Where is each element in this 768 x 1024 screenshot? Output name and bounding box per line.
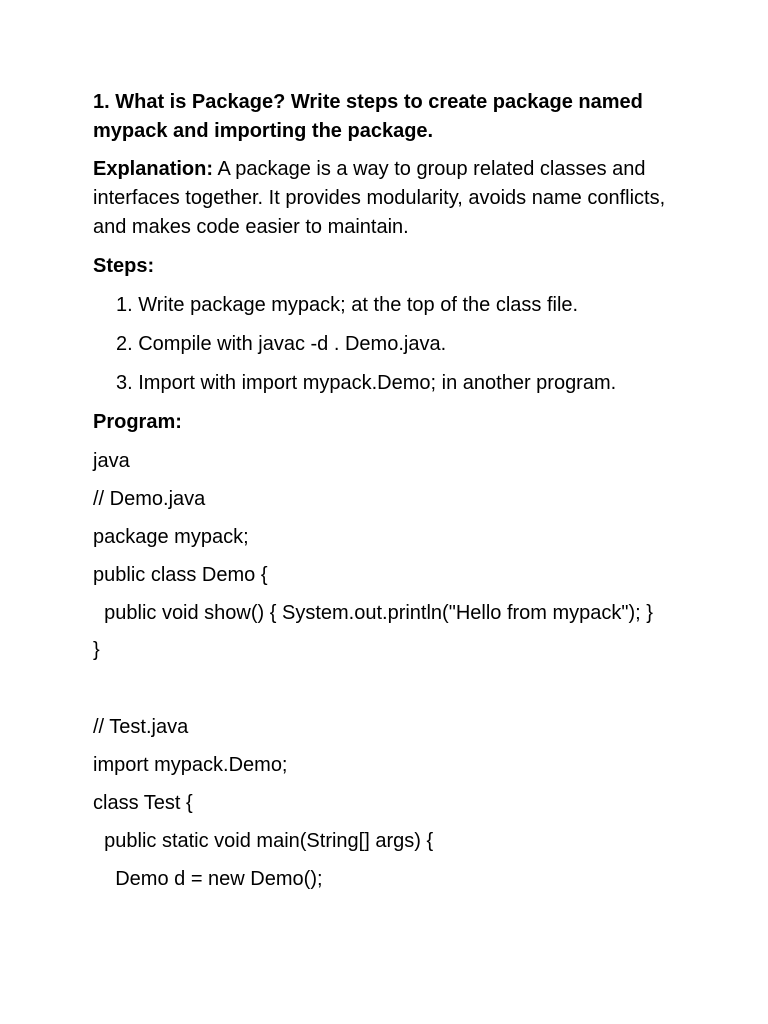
step-item: 1. Write package mypack; at the top of the class file. [116, 294, 579, 316]
steps-list [93, 291, 683, 398]
code-line: import mypack.Demo; [93, 754, 288, 776]
step-item: 2. Compile with javac -d . Demo.java. [116, 333, 447, 355]
explanation-paragraph [93, 155, 683, 242]
code-line: // Test.java [93, 716, 189, 738]
code-line-blank [93, 674, 683, 704]
code-line: // Demo.java [93, 488, 206, 510]
code-line: class Test { [93, 792, 193, 814]
explanation-text: A package is a way to group related classes and interfaces together. It provides modularity, avoids name conflicts, and makes code easier to maintain. [93, 158, 666, 238]
code-line: java [93, 450, 130, 472]
code-line: public static void main(String[] args) { [93, 830, 434, 852]
code-line: Demo d = new Demo(); [93, 868, 323, 890]
code-line: } [93, 639, 100, 661]
step-item: 3. Import with import mypack.Demo; in another program. [116, 372, 617, 394]
code-line: public class Demo { [93, 564, 268, 586]
question-heading: 1. What is Package? Write steps to create package named mypack and importing the package. [93, 91, 643, 142]
steps-label: Steps: [93, 255, 155, 277]
explanation-label: Explanation: [93, 158, 214, 180]
document-body [93, 88, 683, 903]
code-line: package mypack; [93, 526, 249, 548]
program-code [93, 447, 683, 894]
code-line: public void show() { System.out.println("Hello from mypack"); } [93, 602, 653, 624]
program-label: Program: [93, 411, 182, 433]
